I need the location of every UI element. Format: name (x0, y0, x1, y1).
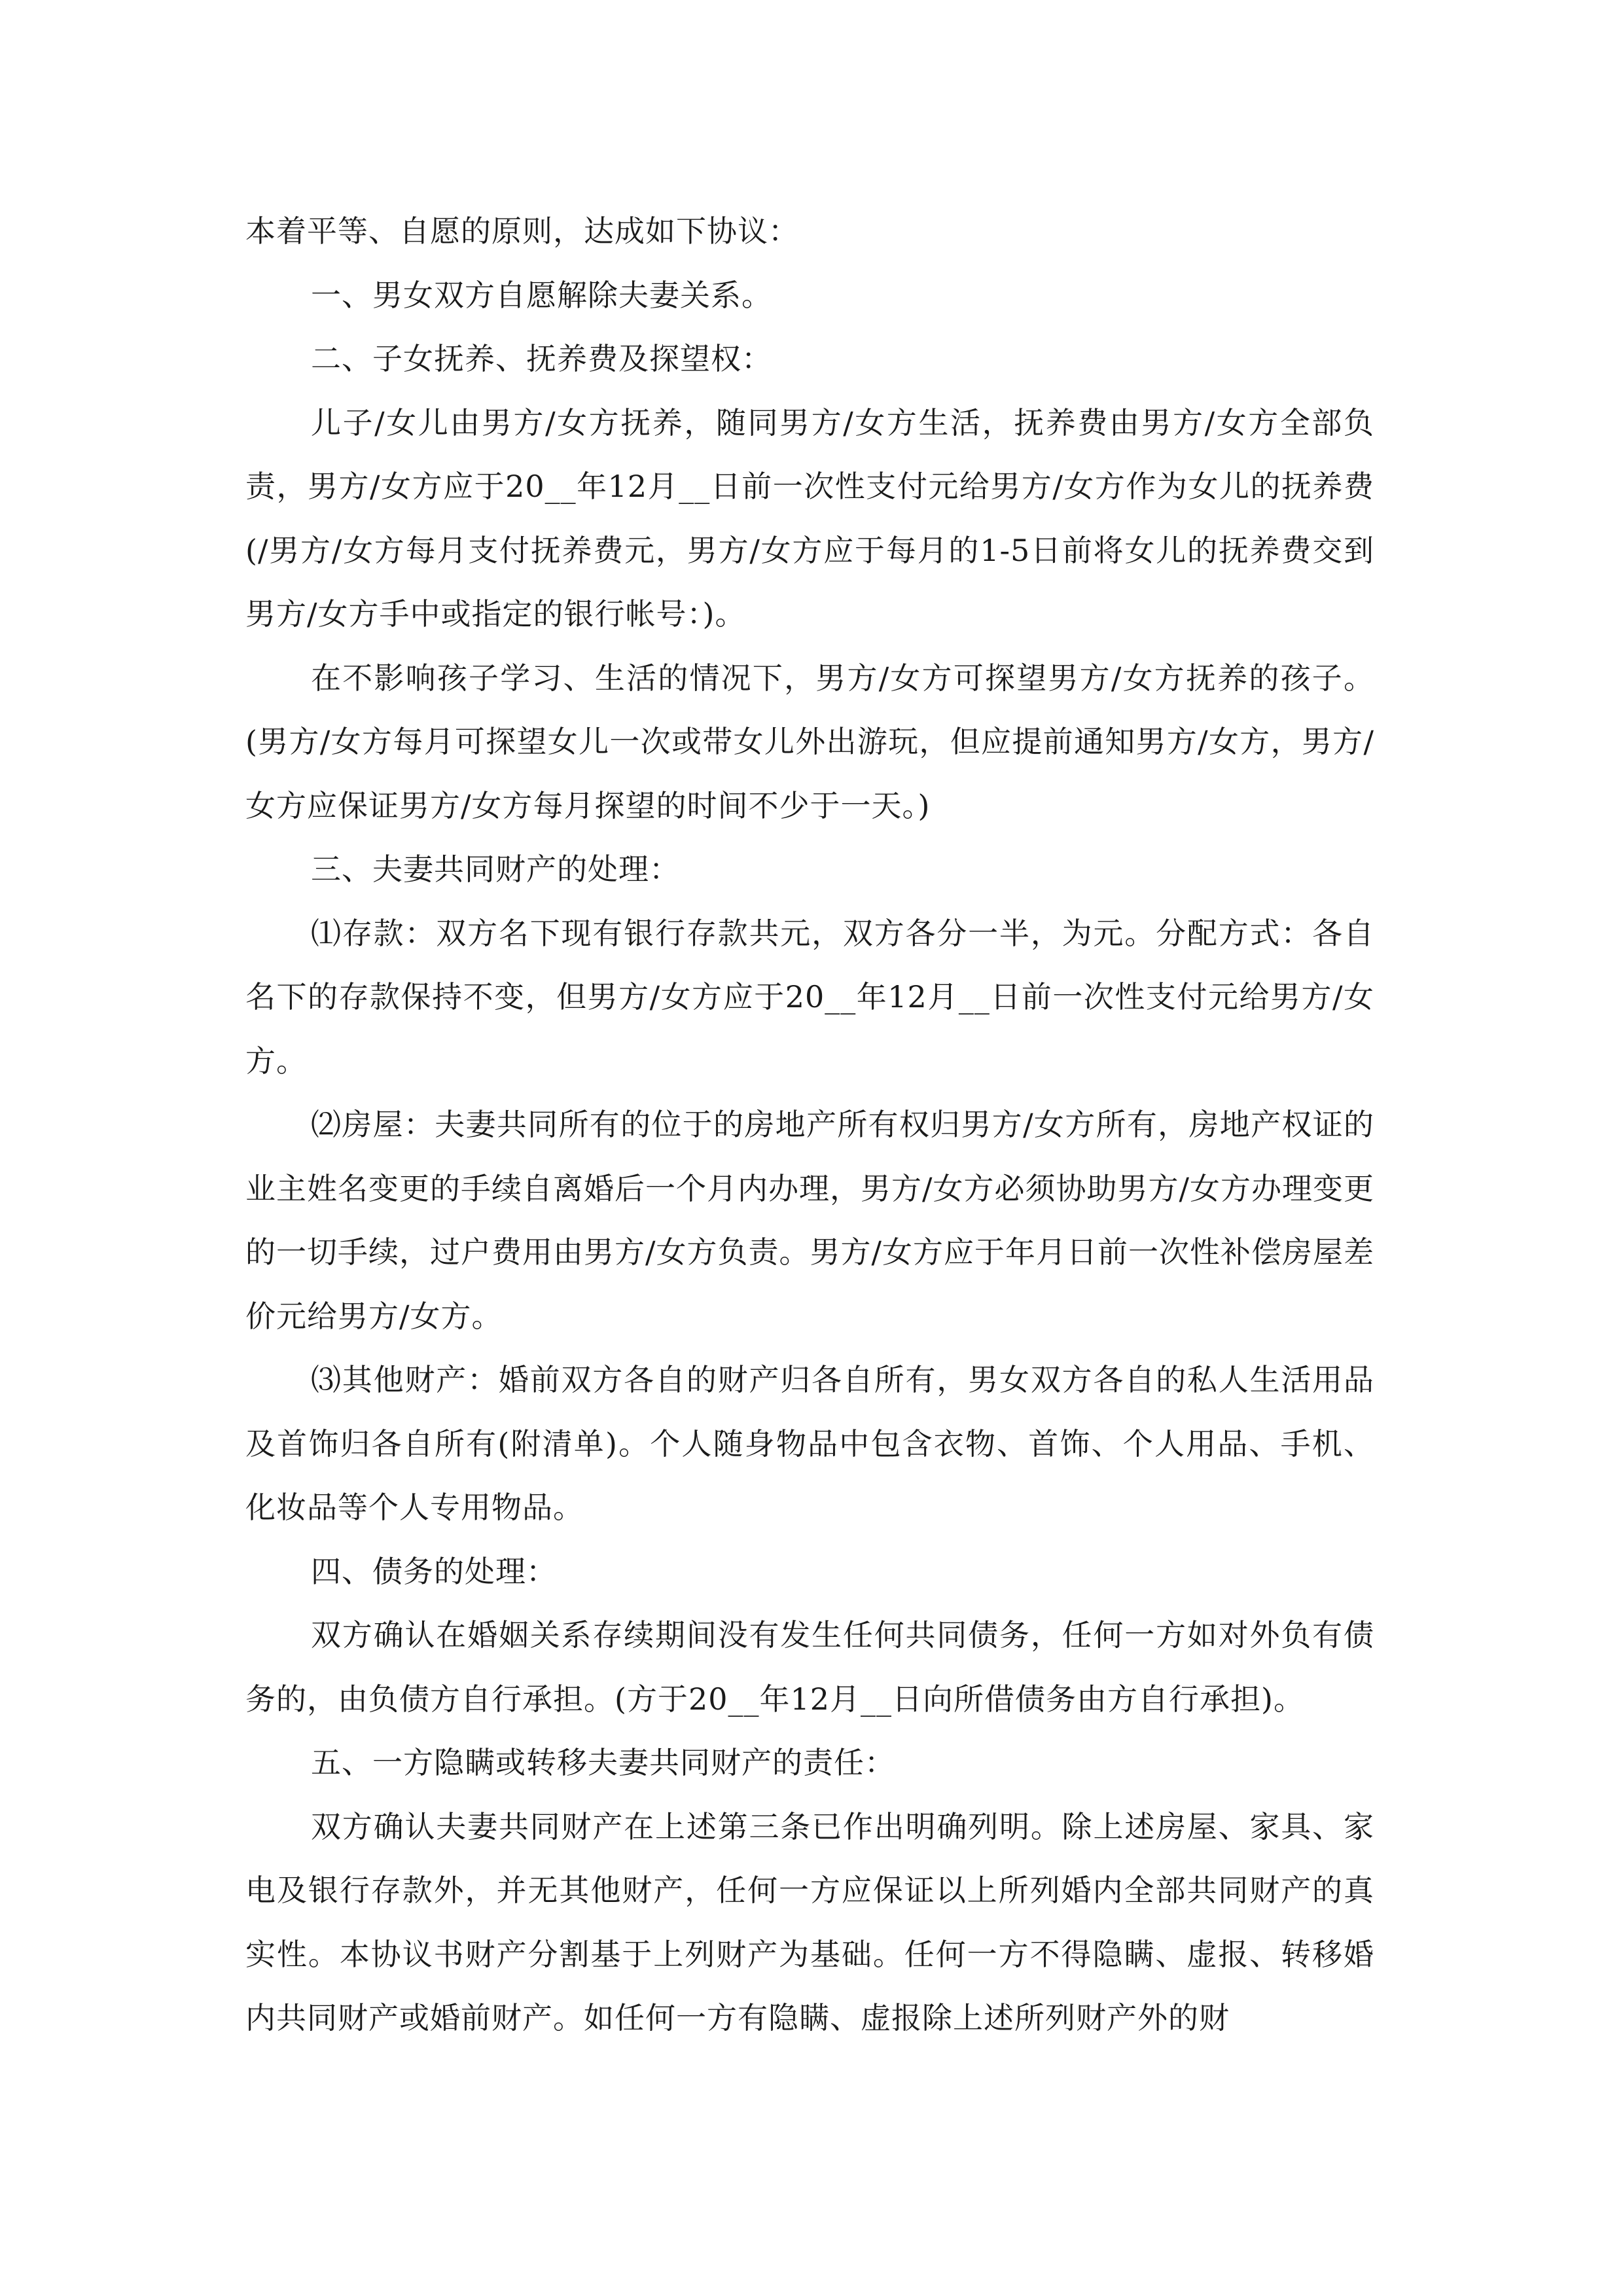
clause-2-heading: 二、子女抚养、抚养费及探望权： (311, 341, 772, 376)
clause-5-heading: 五、一方隐瞒或转移夫妻共同财产的责任： (311, 1745, 895, 1780)
clause-3-heading: 三、夫妻共同财产的处理： (311, 852, 680, 887)
paragraph-visitation: 在不影响孩子学习、生活的情况下，男方/女方可探望男方/女方抚养的孩子。(男方/女方每月可探望女儿一次或带女儿外出游玩，但应提前通知男方/女方，男方/女方应保证男方/女方每月探望的时间不少于一天。) (245, 660, 1374, 823)
paragraph-concealment: 双方确认夫妻共同财产在上述第三条已作出明确列明。除上述房屋、家具、家电及银行存款外，并无其他财产，任何一方应保证以上所列婚内全部共同财产的真实性。本协议书财产分割基于上列财产为基础。任何一方不得隐瞒、虚报、转移婚内共同财产或婚前财产。如任何一方有隐瞒、虚报除上述所列财产外的财 (245, 1808, 1374, 2036)
paragraph-debts: 双方确认在婚姻关系存续期间没有发生任何共同债务，任何一方如对外负有债务的，由负债方自行承担。(方于20__年12月__日向所借债务由方自行承担)。 (245, 1617, 1374, 1717)
clause-4-heading: 四、债务的处理： (311, 1553, 557, 1589)
paragraph-intro: 本着平等、自愿的原则，达成如下协议： (245, 213, 799, 249)
paragraph-deposits: ⑴存款：双方名下现有银行存款共元，双方各分一半，为元。分配方式：各自名下的存款保持不变，但男方/女方应于20__年12月__日前一次性支付元给男方/女方。 (245, 915, 1375, 1079)
paragraph-house: ⑵房屋：夫妻共同所有的位于的房地产所有权归男方/女方所有，房地产权证的业主姓名变更的手续自离婚后一个月内办理，男方/女方必须协助男方/女方办理变更的一切手续，过户费用由男方/女方负责。男方/女方应于年月日前一次性补偿房屋差价元给男方/女方。 (245, 1107, 1374, 1334)
clause-1-heading: 一、男女双方自愿解除夫妻关系。 (311, 277, 772, 313)
paragraph-other-property: ⑶其他财产：婚前双方各自的财产归各自所有，男女双方各自的私人生活用品及首饰归各自所有(附清单)。个人随身物品中包含衣物、首饰、个人用品、手机、化妆品等个人专用物品。 (245, 1362, 1374, 1525)
paragraph-custody: 儿子/女儿由男方/女方抚养，随同男方/女方生活，抚养费由男方/女方全部负责，男方/女方应于20__年12月__日前一次性支付元给男方/女方作为女儿的抚养费(/男方/女方每月支付抚养费元，男方/女方应于每月的1-5日前将女儿的抚养费交到男方/女方手中或指定的银行帐号：)。 (245, 404, 1374, 632)
document-body (245, 200, 1374, 2051)
